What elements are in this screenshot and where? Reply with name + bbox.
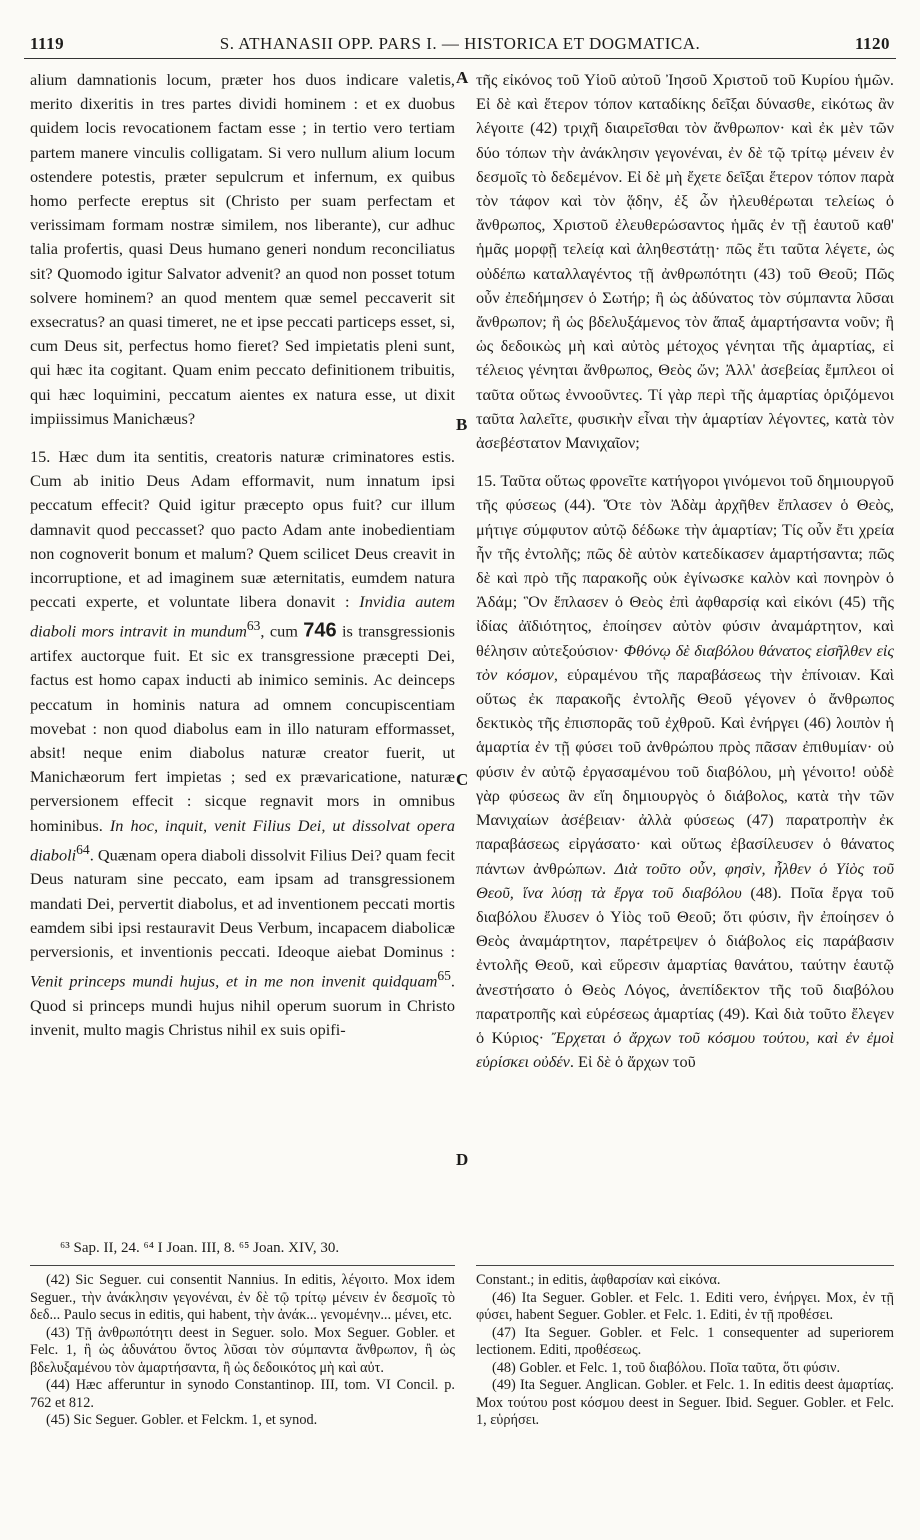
inline-page-number: 746	[303, 619, 337, 642]
bible-references: ⁶³ Sap. II, 24. ⁶⁴ I Joan. III, 8. ⁶⁵ Joan. XIV, 30.	[60, 1240, 340, 1256]
footnote-divider	[476, 1265, 894, 1266]
greek-quotation: Ἔρχεται ὁ ἄρχων τοῦ κόσμου τούτου, καὶ ἐν ἐμοὶ εὑρίσκει οὐδέν	[476, 1027, 894, 1072]
margin-marker-b: B	[456, 415, 468, 434]
footnote: (45) Sic Seguer. Gobler. et Felckm. 1, et synod.	[46, 1412, 318, 1428]
footnote: (49) Ita Seguer. Anglican. Gobler. et Felc. 1. In editis deest ἁμαρτίας. Mox τούτου post κόσμου deest in Seguer. Ibid. Seguer. Gobler. et Felc. 1, εὑρήσει.	[476, 1377, 894, 1428]
latin-paragraph-1: alium damnationis locum, præter hos duos indicare valetis, merito dixeritis in tres partes dividi hominem : et ex duobus quidem locis revocationem factam esse ; in tertio vero tertiam partem manere vinculis colligatam. Si vero nullum alium locum ostendere potestis, præter sepulcrum et infernum, ex quibus homo perfecte ereptus sit (Christo per suam perfectam et verissimam formam nostræ similem, nos liberante), cur adhuc talia profertis, quasi Deus humano generi nondum reconciliatus sit? Quomodo igitur Salvator advenit? an quod non posset totum solvere hominem? an quod mentem quæ semel peccaverit sit exsecratus? an quasi timeret, ne et ipse peccati particeps esset, si, cum Deus sit, perfectus homo fieret? Sed impietatis pleni sunt, qui hæc ita cogitant. Quam enim peccato definitionem tribuitis, qui hæc loquimini, peccatum aientes ex natura esse, ut dixit impiissimus Manichæus?	[30, 70, 455, 428]
footnote: (44) Hæc afferuntur in synodo Constantinop. III, tom. VI Concil. p. 762 et 812.	[30, 1377, 455, 1411]
footnotes-right	[476, 1272, 894, 1430]
footnote: (48) Gobler. et Felc. 1, τοῦ διαβόλου. Ποῖα ταῦτα, ὅτι φύσιν.	[492, 1359, 841, 1376]
page-number-left: 1119	[30, 34, 65, 53]
latin-text: , cum	[260, 621, 304, 641]
footnote: (42) Sic Seguer. cui consentit Nannius. In editis, λέγοιτο. Mox idem Seguer., τὴν ἀνάκλησιν γεγονέναι, ἐν δὲ τῷ τρίτῳ μένειν ἐν δεσμοῖς τὸ δεδ... Paulo secus in editis, qui habent, τὴν ἀνάκ... γενομένην... μένει, etc.	[30, 1272, 455, 1323]
footnotes-left	[30, 1272, 455, 1430]
page-number-right: 1120	[854, 34, 890, 53]
footnote: (46) Ita Seguer. Gobler. et Felc. 1. Editi vero, ἐνήργει. Mox, ἐν τῇ φύσει, habent Seguer. Gobler. et Felc. 1. Editi, ἐν τῇ προθέσει.	[476, 1289, 894, 1323]
margin-marker-d: D	[456, 1150, 469, 1169]
margin-marker-a: A	[456, 68, 469, 87]
greek-quotation: Διὰ τοῦτο οὖν, φησὶν, ἦλθεν ὁ Υἱὸς τοῦ Θεοῦ, ἵνα λύσῃ τὰ ἔργα τοῦ διαβόλου	[476, 858, 894, 902]
latin-text: is transgressionis artifex auctorque fuit. Et sic ex transgressione præcepti Dei, factus est homo capax inducti ab inimico seminis. Ac deinceps peccatum in hominis natura ad omnem concupiscentiam movebat : non quod diabolus eam in illo naturam efformasset, absit! neque enim diabolus naturæ creator fuerit, ut Manichæorum fert impietas ; sed ex prævaricatione, naturæ perversionem effecit : sicque regnavit mors in omnibus hominibus.	[30, 621, 455, 835]
latin-quotation: In hoc, inquit, venit Filius Dei, ut dissolvat opera diaboli	[30, 815, 455, 865]
margin-marker-c: C	[456, 770, 469, 789]
footnote-ref: 65	[437, 968, 451, 984]
greek-paragraph-2	[476, 469, 894, 1074]
greek-paragraph-1: τῆς εἰκόνος τοῦ Υἱοῦ αὐτοῦ Ἰησοῦ Χριστοῦ τοῦ Κυρίου ἡμῶν. Εἰ δὲ καὶ ἕτερον τόπον καταδίκης δεῖξαι δύνασθε, εἰκότως ἂν λέγοιτε (42) τριχῆ διαιρεῖσθαι τὸν ἄνθρωπον· καὶ ἐκ μὲν τῶν δύο τόπων τὴν ἀνάκλησιν γεγονέναι, ἐν δὲ τῷ τρίτῳ μένειν ἐν δεσμοῖς τὸ δεδεμένον. Εἰ δὲ μὴ ἔχετε δεῖξαι ἕτερον τόπον παρὰ τὸν τάφον καὶ τὸν ᾅδην, ἐξ ὧν ἠλευθέρωται τελείως ὁ ἄνθρωπος, Χριστοῦ ἐλευθερώσαντος ἡμᾶς ἐν τῇ ἑαυτοῦ καθ' ἡμᾶς μορφῇ τελείᾳ καὶ ἀληθεστάτῃ· πῶς ἔτι ταῦτα λέγετε, ὡς οὐδέπω καταλλαγέντος τῇ ἀνθρωπότητι (43) τοῦ Θεοῦ; Πῶς οὖν ἐπεδήμησεν ὁ Σωτήρ; ἢ ὡς ἀδύνατος τὸν σύμπαντα λῦσαι ἄνθρωπον; ἢ ὡς βδελυξάμενος τὸν ἅπαξ ἁμαρτήσαντα νοῦν; ἢ ὡς δεδοικὼς μὴ καὶ αὐτὸς μέτοχος γένηται τῆς ἁμαρτίας, εἰ τέλειος γένηται ἄνθρωπος, Θεὸς ὤν; Ἀλλ' ἀσεβείας ἔμπλεοι οἱ ταῦτα οὕτως ἐννοοῦντες. Τί γὰρ περὶ τῆς ἁμαρτίας ὁριζόμενοι ταῦτα λαλεῖτε, φυσικὴν εἶναι τὴν ἁμαρτίαν λέγοντες, κατὰ τὸν ἀσεβέστατον Μανιχαῖον;	[476, 70, 894, 453]
footnote: (43) Τῇ ἀνθρωπότητι deest in Seguer. solo. Mox Seguer. Gobler. et Felc. 1, ἢ ὡς ἀδυνάτου ὄντος λῦσαι τὸν σύμπαντα ἄνθρωπον, ἢ ὡς βδελυξαμένου τὸν ἁμαρτήσαντα, ἢ ὡς δεδοικότος μὴ καὶ αὐτ.	[30, 1324, 455, 1376]
latin-text: 15. Hæc dum ita sentitis, creatoris naturæ criminatores estis. Cum ab initio Deus Adam efformavit, num innatum ipsi peccatum effecit? Quid igitur præcepto opus fuit? cur illum damnavit quod peccasset? quo pacto Adam ante inobedientiam non cognoverit bonum et malum? Quem scilicet Deus creavit in incorruptione, et ad imaginem suæ æternitatis, eumdem natura peccati experte, et voluntate libera donavit :	[30, 447, 455, 612]
latin-paragraph-2	[30, 445, 455, 1042]
greek-text: 15. Ταῦτα οὕτως φρονεῖτε κατήγοροι γινόμενοι τοῦ δημιουργοῦ τῆς φύσεως (44). Ὅτε τὸν Ἀδὰμ ἀρχῆθεν ἔπλασεν ὁ Θεὸς, μήτιγε σύμφυτον αὐτῷ δέδωκε τὴν ἁμαρτίαν; Τίς οὖν ἔτι χρεία ἦν τῆς ἐντολῆς; πῶς δὲ αὐτὸν κατεδίκασεν ἁμαρτήσαντα; πῶς δὲ καὶ πρὸ τῆς παρακοῆς οὐκ ἐγίνωσκε καλὸν καὶ πονηρὸν ὁ Ἀδάμ; Ὃν ἔπλασεν ὁ Θεὸς ἐπὶ ἀφθαρσίᾳ καὶ εἰκόνι (45) τῆς ἰδίας ἀϊδιότητος, ἐποίησεν αὐτὸν φύσιν ἀναμάρτητον, καὶ θέλησιν αὐτεξούσιον·	[476, 471, 894, 660]
greek-text: . Εἰ δὲ ὁ ἄρχων τοῦ	[569, 1052, 696, 1072]
footnote-ref: 63	[246, 618, 261, 634]
running-title: S. ATHANASII OPP. PARS I. — HISTORICA ET DOGMATICA.	[219, 34, 701, 53]
greek-column	[476, 68, 894, 1074]
footnote: (47) Ita Seguer. Gobler. et Felc. 1 consequenter ad superiorem lectionem. Editi, προθέσεως.	[476, 1324, 894, 1358]
page-header	[24, 28, 896, 59]
footnote-divider	[30, 1265, 455, 1266]
greek-text: (48). Ποῖα ἔργα τοῦ διαβόλου ἔλυσεν ὁ Υἱὸς τοῦ Θεοῦ; ὅτι φύσιν, ἣν ἐποίησεν ὁ Θεὸς ἀναμάρτητον, παρέτρεψεν ὁ διάβολος εἰς παράβασιν ἐντολῆς Θεοῦ, καὶ εὕρεσιν ἁμαρτίας θανάτου, ταύτην ἑαυτῷ ἀνεστήσατο ὁ Θεὸς Λόγος, ἀνεπίδεκτον τῆς τοῦ διαβόλου παρατροπῆς καὶ εὑρέσεως ἁμαρτίας (49). Καὶ διὰ τοῦτο ἔλεγεν ὁ Κύριος·	[476, 882, 895, 1047]
footnote: Constant.; in editis, ἀφθαρσίαν καὶ εἰκόνα.	[476, 1272, 721, 1288]
latin-column	[30, 68, 455, 1042]
latin-quotation: Invidia autem diaboli mors intravit in mundum	[30, 592, 455, 641]
greek-quotation: Φθόνῳ δὲ διαβόλου θάνατος εἰσῆλθεν εἰς τὸν κόσμον	[476, 640, 894, 684]
greek-text: , εὑραμένου τῆς παραβάσεως τὴν ἐπίνοιαν. Καὶ οὕτως ἐκ παρακοῆς ἐντολῆς Θεοῦ γέγονεν ὁ ἄνθρωπος δεκτικὸς τῆς ἐπισπορᾶς τοῦ ἐχθροῦ. Καὶ ἐνήργει (46) λοιπὸν ἡ ἁμαρτία ἐν τῇ φύσει τοῦ ἀνθρώπου πρὸς πᾶσαν ἐπιθυμίαν· οὐ φύσιν ἐν αὐτῷ ἐργασαμένου τοῦ διαβόλου, μὴ γένοιτο! οὐδὲ γὰρ φύσεως ἂν εἴη δημιουργὸς ὁ διάβολος, κατὰ τὴν τῶν Μανιχαίων ἀσέβειαν· ἀλλὰ φύσεως (47) παρατροπὴν ἐκ παραβάσεως εἰργάσατο· καὶ οὕτως ἐβασίλευσεν ὁ θάνατος πάντων ἀνθρώπων.	[476, 664, 894, 878]
latin-quotation: Venit princeps mundi hujus, et in me non invenit quidquam	[30, 971, 438, 991]
latin-text: . Quænam opera diaboli dissolvit Filius Dei? quam fecit Deus naturam sine peccato, eam ipsam ad transgressionem mandati Dei, pervertit diabolus, et ad inventionem peccati mortis eamdem sibi ipsi restauravit Deus Verbum, incapacem diabolicæ perversionis, et inventionis peccati. Ideoque aiebat Dominus :	[30, 845, 455, 961]
footnote-ref: 64	[76, 841, 90, 857]
latin-text: . Quod si princeps mundi hujus nihil operum suorum in Christo invenit, multo magis Christus nihil ex suis opifi-	[30, 971, 455, 1039]
